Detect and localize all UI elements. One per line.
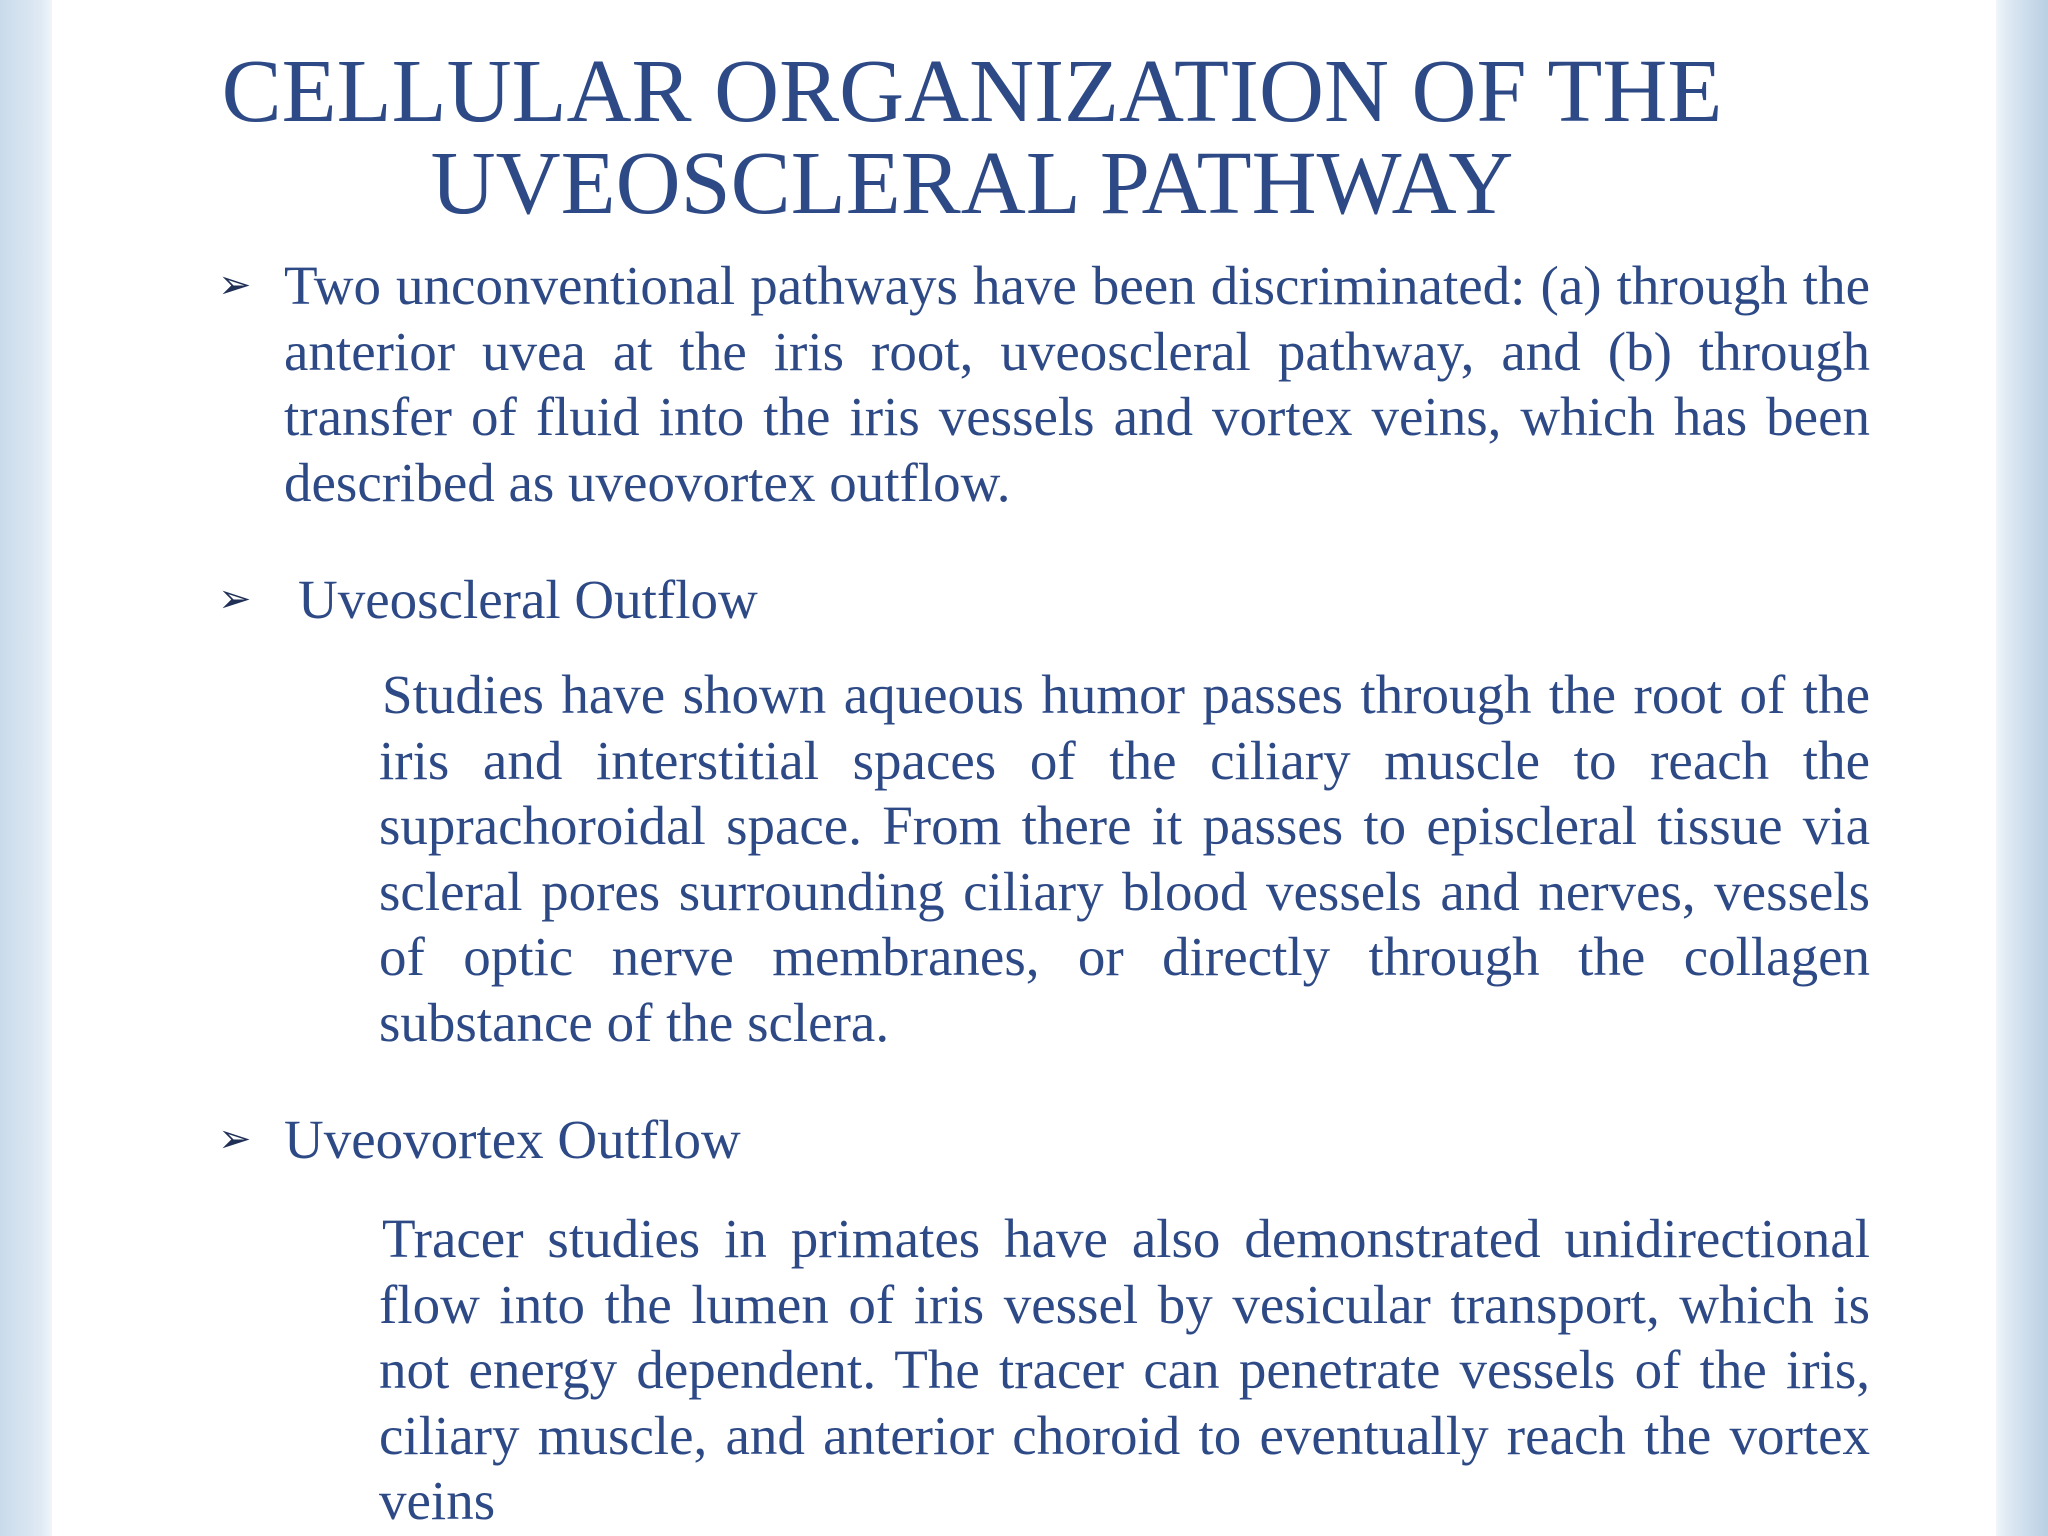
title-line-2: UVEOSCLERAL PATHWAY <box>430 134 1514 233</box>
arrow-bullet-icon: ➢ <box>218 262 252 308</box>
bullet-text: Two unconventional pathways have been discriminated: (a) through the anterior uvea at the iris root, uveoscleral pathway, and (b) through transfer of fluid into the iris vessels and vortex veins, which has been described as uveovortex outflow. <box>284 255 1870 513</box>
bullet-heading: Uveoscleral Outflow <box>298 569 758 630</box>
title-line-1: CELLULAR ORGANIZATION OF THE <box>221 42 1723 141</box>
uveovortex-outflow-description: Tracer studies in primates have also demonstrated unidirectional flow into the lumen of iris vessel by vesicular transport, which is not energy dependent. The tracer can penetrate vessels of the iris, ciliary muscle, and anterior choroid to eventually reach the vortex veins <box>379 1208 1870 1531</box>
arrow-bullet-icon: ➢ <box>218 576 252 622</box>
bullet-heading: Uveovortex Outflow <box>284 1109 741 1170</box>
arrow-bullet-icon: ➢ <box>218 1116 252 1162</box>
slide-title <box>0 42 1996 233</box>
uveoscleral-outflow-description: Studies have shown aqueous humor passes through the root of the iris and interstitial spaces of the ciliary muscle to reach the suprachoroidal space. From there it passes to episcleral tissue via scleral pores surrounding ciliary blood vessels and nerves, vessels of optic nerve membranes, or directly through the collagen substance of the sclera. <box>379 664 1870 1053</box>
